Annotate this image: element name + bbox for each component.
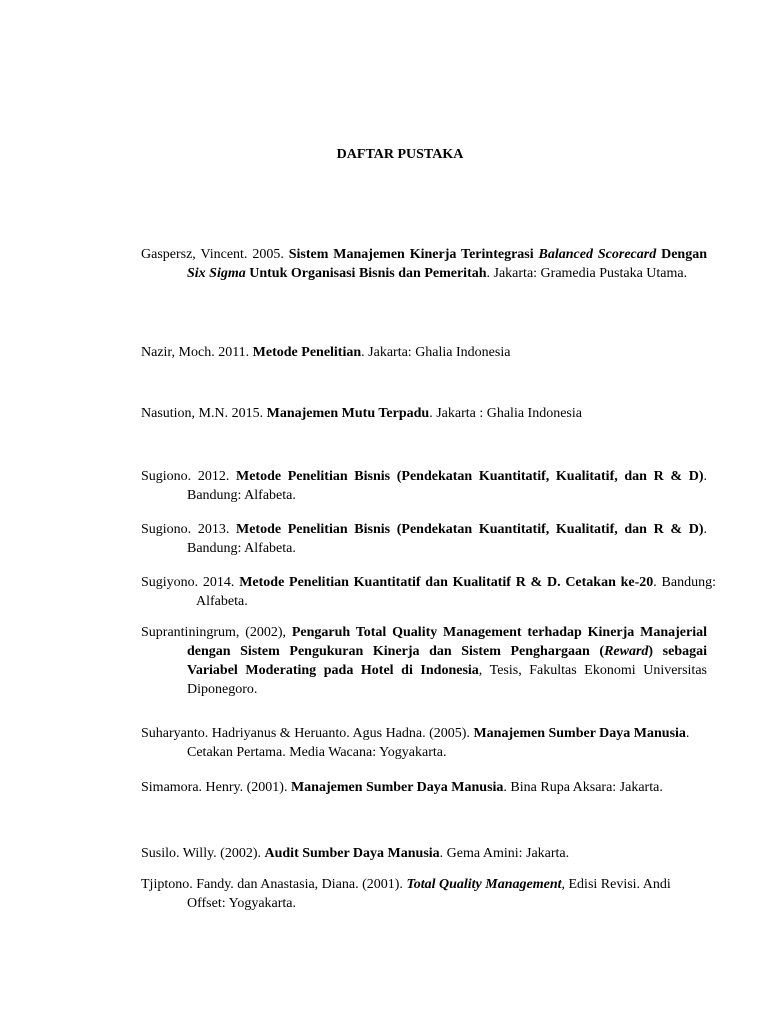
reference-text-run: Dengan (656, 247, 707, 262)
reference-text-run: Suprantiningrum, (2002), (141, 625, 292, 640)
reference-text-run: . Cetakan Pertama. Media Wacana: Yogyakarta. (187, 726, 690, 760)
reference-text-run: Suharyanto. Hadriyanus & Heruanto. Agus Hadna. (2005). (141, 726, 474, 741)
reference-text-run: Sugiono. 2013. (141, 522, 236, 537)
reference-text-run: Total Quality Management (406, 877, 562, 892)
reference-tjiptono (141, 875, 707, 913)
reference-susilo (141, 844, 707, 863)
reference-text-run: Nazir, Moch. 2011. (141, 345, 253, 360)
reference-text-run: . Bandung: Alfabeta. (187, 522, 707, 556)
reference-text-run: Sugiono. 2012. (141, 469, 236, 484)
reference-sugiono-2012 (141, 467, 707, 505)
reference-text-run: . Bandung: Alfabeta. (187, 469, 707, 503)
reference-text-run: Metode Penelitian (252, 345, 362, 360)
reference-text-run: Sugiyono. 2014. (141, 575, 240, 590)
reference-text-run: Manajemen Sumber Daya Manusia (290, 780, 504, 795)
reference-nasution (141, 404, 707, 423)
reference-text-run: , Edisi Revisi. Andi Offset: Yogyakarta. (187, 877, 671, 911)
reference-text-run: . Bina Rupa Aksara: Jakarta. (503, 780, 663, 795)
reference-text-run: Tjiptono. Fandy. dan Anastasia, Diana. (2001). (141, 877, 407, 892)
reference-text-run: Sistem Manajemen Kinerja Terintegrasi (288, 247, 539, 262)
reference-sugiono-2013 (141, 520, 707, 558)
reference-suharyanto (141, 724, 707, 762)
reference-text-run: , Tesis, Fakultas Ekonomi Universitas Diponegoro. (187, 663, 707, 697)
reference-simamora (141, 778, 707, 797)
reference-text-run: Audit Sumber Daya Manusia (264, 846, 440, 861)
reference-text-run: Balanced Scorecard (538, 247, 657, 262)
reference-text-run: Untuk Organisasi Bisnis dan Pemeritah (245, 266, 487, 281)
reference-text-run: Nasution, M.N. 2015. (141, 406, 267, 421)
reference-text-run: Metode Penelitian Bisnis (Pendekatan Kuantitatif, Kualitatif, dan R & D) (236, 469, 704, 484)
reference-text-run: ) sebagai Variabel Moderating pada Hotel di Indonesia (187, 644, 707, 678)
reference-text-run: Simamora. Henry. (2001). (141, 780, 291, 795)
reference-text-run: Metode Penelitian Bisnis (Pendekatan Kuantitatif, Kualitatif, dan R & D) (236, 522, 704, 537)
reference-text-run: Manajemen Mutu Terpadu (266, 406, 430, 421)
reference-text-run: Susilo. Willy. (2002). (141, 846, 265, 861)
reference-suprantiningrum (141, 623, 707, 699)
reference-gaspersz (141, 245, 707, 283)
reference-text-run: Six Sigma (187, 266, 246, 281)
reference-text-run: Gaspersz, Vincent. 2005. (141, 247, 289, 262)
reference-text-run: . Gema Amini: Jakarta. (439, 846, 570, 861)
page-title: DAFTAR PUSTAKA (336, 147, 464, 162)
reference-text-run: Manajemen Sumber Daya Manusia (473, 726, 686, 741)
reference-text-run: . Bandung: Alfabeta. (196, 575, 716, 609)
reference-nazir (141, 343, 707, 362)
reference-sugiyono-2014 (141, 573, 716, 611)
reference-text-run: Metode Penelitian Kuantitatif dan Kualitatif R & D. Cetakan ke-20 (239, 575, 654, 590)
reference-text-run: Reward (604, 644, 649, 659)
reference-text-run: Pengaruh Total Quality Management terhadap Kinerja Manajerial dengan Sistem Pengukuran Kinerja dan Sistem Penghargaan ( (187, 625, 707, 659)
reference-text-run: . Jakarta: Ghalia Indonesia (361, 345, 511, 360)
reference-text-run: . Jakarta : Ghalia Indonesia (429, 406, 582, 421)
reference-text-run: . Jakarta: Gramedia Pustaka Utama. (486, 266, 688, 281)
